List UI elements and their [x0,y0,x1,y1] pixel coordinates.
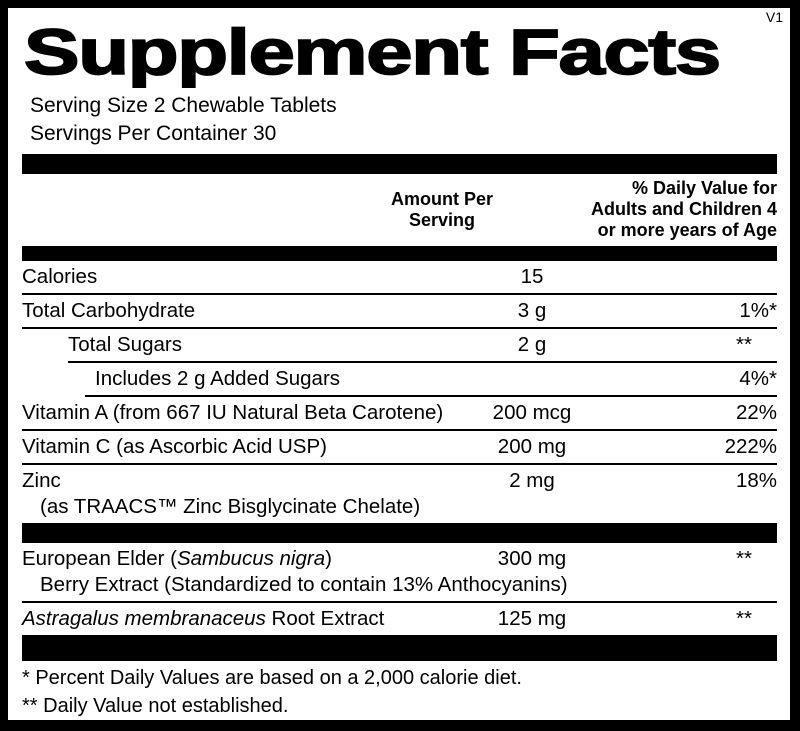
nutrient-name-line2: (as TRAACS™ Zinc Bisglycinate Chelate) [40,495,421,518]
column-header-amount [347,189,537,231]
divider-bar-footnotes [22,635,777,661]
nutrient-amount: 15 [520,265,544,288]
nutrient-name-line2: Berry Extract (Standardized to contain 13% Anthocyanins) [40,573,568,596]
table-row-total-carbohydrate [22,295,777,327]
nutrient-name-line1: Zinc [22,469,61,492]
nutrient-amount: 2 mg [509,469,555,492]
column-header-row [22,174,777,246]
table-row-vitamin-a [22,397,777,429]
nutrient-name: Vitamin A (from 667 IU Natural Beta Carotene) [22,401,444,424]
table-row-astragalus [22,603,777,635]
column-header-amount-line1: Amount Per [390,188,493,209]
table-row-total-sugars [22,329,777,361]
footnotes [22,661,777,720]
panel-title: Supplement Facts [24,16,720,88]
column-header-dv-line3: or more years of Age [597,220,777,240]
nutrient-amount: 200 mcg [492,401,572,424]
divider-bar-header [22,246,777,261]
nutrient-name [22,468,437,520]
divider-bar-top [22,154,777,174]
nutrient-amount: 2 g [517,333,547,356]
nutrient-dv: 22% [735,401,777,424]
nutrient-dv: ** [736,547,752,570]
servings-per-container: Servings Per Container 30 [30,122,277,145]
column-header-dv-line1: % Daily Value for [631,178,777,198]
column-header-amount-line2: Serving [408,209,476,230]
nutrient-amount: 125 mg [497,607,567,630]
column-header-dv-line2: Adults and Children 4 [590,199,777,219]
serving-size: Serving Size 2 Chewable Tablets [30,94,337,117]
divider-bar-botanicals [22,523,777,543]
table-row-european-elder [22,543,777,601]
table-row-calories [22,261,777,293]
title-row [22,8,783,92]
nutrient-name: Total Sugars [68,333,182,356]
nutrient-amount: 3 g [517,299,547,322]
nutrient-dv: 4%* [739,367,777,390]
nutrient-dv: 18% [735,469,777,492]
nutrient-name: Astragalus membranaceus Root Extract [22,607,385,630]
nutrient-amount: 200 mg [497,435,567,458]
footnote-dv-not-established: ** Daily Value not established. [22,695,289,717]
nutrient-dv: ** [736,333,752,356]
nutrient-name-line1: European Elder (Sambucus nigra) [22,547,332,570]
footnote-dv-basis: * Percent Daily Values are based on a 2,000 calorie diet. [22,667,522,689]
nutrient-dv: 222% [724,435,777,458]
nutrient-name: Total Carbohydrate [22,299,196,322]
table-row-zinc [22,465,777,523]
nutrient-name: Includes 2 g Added Sugars [95,367,341,390]
nutrient-dv: ** [736,607,752,630]
nutrient-amount: 300 mg [497,547,567,570]
nutrient-name: Calories [22,265,98,288]
nutrient-dv: 1%* [739,299,777,322]
serving-info [30,92,777,148]
column-header-daily-value [537,178,777,241]
table-row-vitamin-c [22,431,777,463]
version-tag: V1 [765,9,783,25]
nutrient-name: Vitamin C (as Ascorbic Acid USP) [22,435,327,458]
table-row-added-sugars [22,363,777,395]
